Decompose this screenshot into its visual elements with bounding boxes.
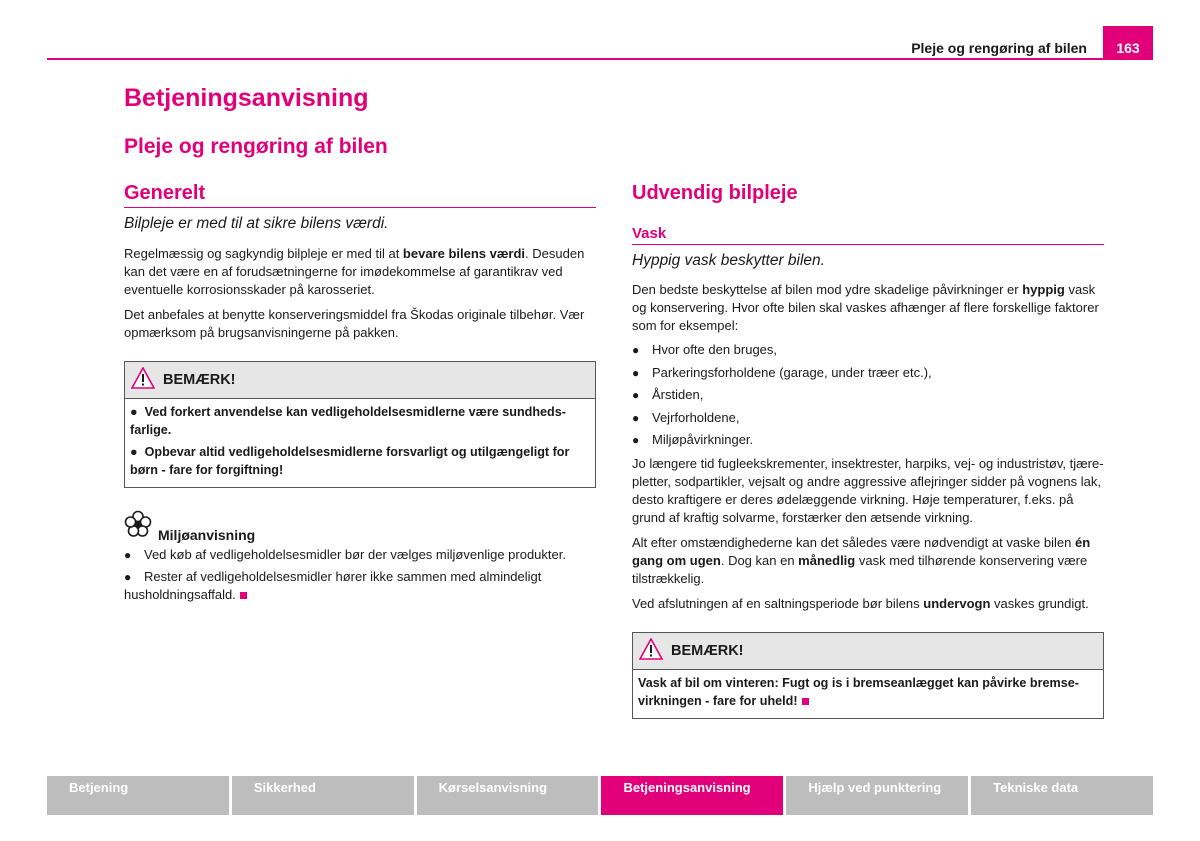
env-heading	[124, 510, 596, 543]
page-number	[1103, 26, 1153, 60]
list-item: ● Ved køb af vedligeholdelsesmidler bør der vælges miljøvenlige produkter.	[124, 547, 566, 562]
subsection-rule	[632, 244, 1104, 245]
warning-header	[633, 633, 1103, 670]
tab-betjening[interactable]: Betjening	[47, 776, 229, 815]
end-marker-icon	[240, 592, 247, 599]
section-heading: Udvendig bilpleje	[632, 182, 798, 204]
end-marker-icon	[802, 698, 809, 705]
warning-label: BEMÆRK!	[671, 643, 744, 659]
header-rule	[47, 58, 1153, 60]
chapter-title: Pleje og rengøring af bilen	[124, 135, 388, 158]
tab-sikkerhed[interactable]: Sikkerhed	[232, 776, 414, 815]
warning-header	[125, 362, 595, 399]
paragraph: Jo længere tid fugleekskrementer, insektrester, harpiks, vej- og industristøv, tjærepletter, sodpartikler, vejsalt og andre aggressive aflejringer sidder på vognens lak, desto kraftigere er deres ødelæggende virkning. Høje temperaturer, f.eks. på grund af kraftig solvarme, forstærker den ætsende virkning.	[632, 456, 1104, 525]
warning-triangle-icon	[131, 367, 155, 394]
lead-text: Hyppig vask beskytter bilen.	[632, 252, 825, 269]
warning-item: ● Opbevar altid vedligeholdelsesmidlerne forsvarligt og utilgængeligt for børn - fare for forgiftning!	[130, 445, 570, 477]
section-heading: Generelt	[124, 182, 206, 204]
list-item: ● Miljøpåvirkninger.	[632, 432, 754, 447]
section-generelt	[124, 182, 596, 604]
running-title: Pleje og rengøring af bilen	[911, 40, 1087, 56]
tab-tekniske-data[interactable]: Tekniske data	[971, 776, 1153, 815]
warning-label: BEMÆRK!	[163, 372, 236, 388]
flower-icon	[124, 510, 152, 543]
paragraph: Den bedste beskyttelse af bilen mod ydre skadelige påvirkninger er hyppig vask og konservering. Hvor ofte bilen skal vaskes afhænger af flere forskellige faktorer som for eksempel:	[632, 282, 1099, 333]
list-item: ● Rester af vedligeholdelsesmidler hører ikke sammen med almindeligt husholdningsaffald.	[124, 569, 542, 602]
list-item: ● Hvor ofte den bruges,	[632, 342, 778, 357]
tab-korselsanvisning[interactable]: Kørselsanvisning	[417, 776, 599, 815]
tab-betjeningsanvisning[interactable]: Betjeningsanvisning	[601, 776, 783, 815]
footer-tabs	[47, 776, 1153, 815]
list-item: ● Vejrforholdene,	[632, 409, 740, 425]
paragraph: Det anbefales at benytte konserveringsmiddel fra Škodas originale tilbehør. Vær opmærksom på brugsanvisningerne på pakken.	[124, 307, 585, 340]
warning-body	[633, 670, 1103, 718]
list-item: ● Årstiden,	[632, 387, 704, 402]
section-udvendig	[632, 182, 1104, 719]
warning-text: Vask af bil om vinteren: Fugt og is i bremseanlægget kan påvirke bremsevirkningen - fare for uheld!	[638, 676, 1079, 708]
env-label: Miljøanvisning	[158, 527, 256, 543]
warning-item: ● Ved forkert anvendelse kan vedligeholdelsesmidlerne være sundhedsfarlige.	[130, 405, 566, 437]
warning-box	[124, 361, 596, 488]
tab-hjaelp-ved-punktering[interactable]: Hjælp ved punktering	[786, 776, 968, 815]
warning-body	[125, 399, 595, 487]
warning-box	[632, 632, 1104, 719]
paragraph: Alt efter omstændighederne kan det således være nødvendigt at vaske bilen én gang om ugen. Dog kan en månedlig vask med tilhørende konservering være tilstrækkelig.	[632, 535, 1091, 586]
paragraph: Ved afslutningen af en saltningsperiode bør bilens undervogn vaskes grundigt.	[632, 596, 1089, 611]
warning-triangle-icon	[639, 638, 663, 665]
main-title: Betjeningsanvisning	[124, 84, 369, 112]
lead-text: Bilpleje er med til at sikre bilens værdi.	[124, 215, 389, 232]
list-item: ● Parkeringsforholdene (garage, under træer etc.),	[632, 364, 932, 380]
subsection-heading: Vask	[632, 225, 667, 242]
section-rule	[124, 207, 596, 208]
page-number-text: 163	[1116, 40, 1140, 56]
bullet-list	[632, 341, 1104, 449]
paragraph: Regelmæssig og sagkyndig bilpleje er med til at bevare bilens værdi. Desuden kan det være en af forudsætningerne for imødekommelse af garantikrav ved eventuelle korrosionsskader på karosseriet.	[124, 246, 585, 297]
